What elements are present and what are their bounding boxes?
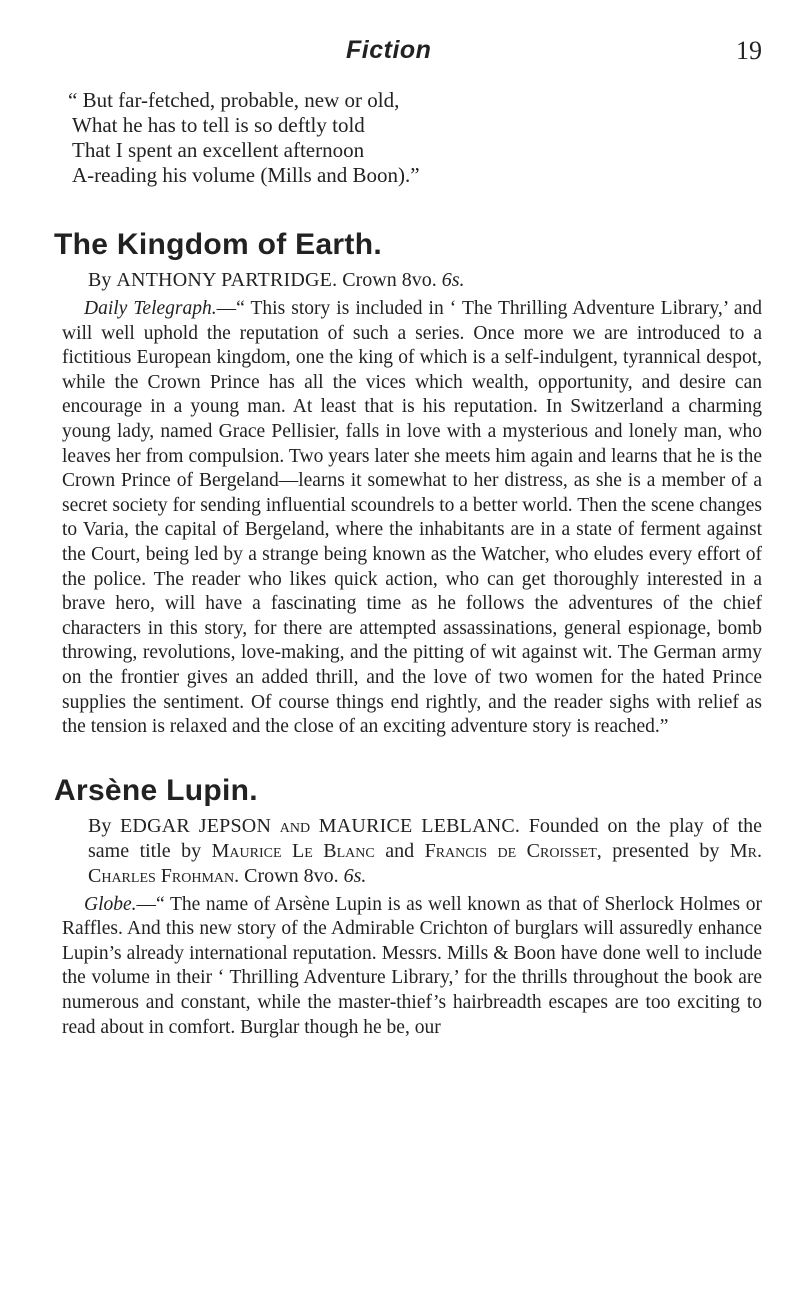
founded-text: Founded on the play of the same title by bbox=[88, 814, 763, 862]
section-title: Fiction bbox=[346, 36, 432, 64]
book-format: Crown 8vo. bbox=[244, 864, 339, 887]
verse-line: That I spent an excellent afternoon bbox=[72, 138, 365, 162]
review-source: Globe. bbox=[84, 893, 137, 915]
book-price: 6s. bbox=[441, 269, 465, 291]
book-price: 6s. bbox=[343, 864, 367, 887]
author-name: MAURICE LEBLANC. bbox=[318, 814, 521, 837]
by-label: By bbox=[88, 269, 112, 291]
producer-name: Mr. Charles Frohman. bbox=[88, 839, 763, 887]
and-label: and bbox=[385, 839, 415, 862]
author-name: EDGAR JEPSON bbox=[120, 814, 272, 837]
book-format: Crown 8vo. bbox=[342, 269, 437, 291]
book-page bbox=[54, 36, 763, 1040]
playwright-name: Francis de Croisset, bbox=[424, 839, 602, 862]
presented-text: presented by bbox=[612, 839, 720, 862]
book-title-arsene-lupin: Arsène Lupin. bbox=[54, 773, 258, 807]
book-title-kingdom-of-earth: The Kingdom of Earth. bbox=[54, 228, 382, 261]
review-text: —“ This story is included in ‘ The Thrilling Adventure Library,’ and will well uphold the reputation of such a series. Once more we are introduced to a fictitious European kingdom, one the king of which is a self-indulgent, tyrannical despot, while the Crown Prince has all the vices which wealth, opportunity, and desire can encourage in a young man. At least that is his reputation. In Switzerland a charming young lady, named Grace Pellisier, falls in love with a mysterious and lonely man, who leaves her from compulsion. Two years later she meets him again and learns that he is the Crown Prince of Bergeland—learns it somewhat to her distress, as she is a member of a secret society for sending influential scoundrels to a better world. Then the scene changes to Varia, the capital of Bergeland, where the inhabitants are in a state of ferment against the Court, being led by a strange being known as the Watcher, who eludes every effort of the police. The reader who likes quick action, who can get thoroughly interested in a brave hero, will have a fascinating time as he follows the adventures of the chief characters in this story, for there are attempted assassinations, general espionage, bomb throwing, revolutions, love-making, and the pitting of wit against wit. The German army on the frontier gives an added thrill, and the love of two women for the hated Prince supplies the sentiment. Of course things end rightly, and the reader sighs with relief as the tension is relaxed and the close of an exciting adventure story is reached.” bbox=[62, 298, 763, 738]
verse-quotation bbox=[68, 88, 762, 188]
page-number: 19 bbox=[736, 36, 762, 65]
by-label: By bbox=[88, 814, 112, 837]
running-head bbox=[62, 36, 762, 76]
verse-line: “ But far-fetched, probable, new or old, bbox=[68, 88, 400, 112]
and-label: and bbox=[279, 814, 311, 837]
review-text: —“ The name of Arsène Lupin is as well known as that of Sherlock Holmes or Raffles. And this new story of the Admirable Crichton of burglars will assuredly enhance Lupin’s already international reputation. Messrs. Mills & Boon have done well to include the volume in their ‘ Thrilling Adventure Library,’ for the thrills throughout the book are numerous and constant, while the master-thief’s hairbreadth escapes are too exciting to read about in comfort. Burglar though he be, our bbox=[62, 893, 762, 1038]
verse-line: A-reading his volume (Mills and Boon).” bbox=[72, 163, 420, 187]
review-paragraph bbox=[62, 297, 762, 740]
book-byline bbox=[88, 268, 762, 293]
playwright-name: Maurice Le Blanc bbox=[211, 839, 375, 862]
book-byline bbox=[88, 814, 762, 889]
author-name: ANTHONY PARTRIDGE. bbox=[116, 269, 338, 291]
review-paragraph bbox=[62, 893, 762, 1041]
verse-line: What he has to tell is so deftly told bbox=[72, 113, 365, 137]
review-source: Daily Telegraph. bbox=[84, 298, 217, 319]
